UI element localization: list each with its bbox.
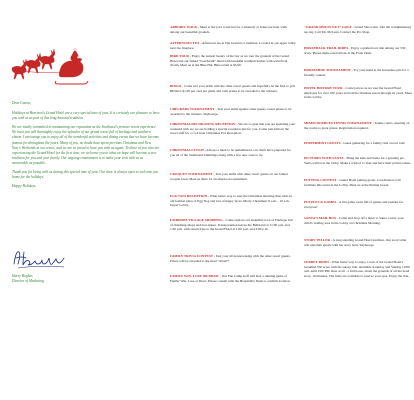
welcome-letter [12,101,160,193]
activity-title: CROQUET TOURNAMENT [170,172,213,176]
handwritten-signature [12,246,72,272]
activity-entry [170,84,296,93]
activity-title: FAIRHOPE VILLAGE SHOPPING [170,218,223,222]
activity-title: "GRAND SHOOT OUT" GOLF [304,25,352,29]
activity-description: - Bring the kids and Santa for a greeting pic. Santa will be in the lobby. Make a wish of to visit and have their picture taken. [304,156,411,165]
activity-title: MIXED DOUBLES TENNIS TOURNAMENT [304,121,372,125]
activity-description: - Always a meal to be remembered, our chefs have prepared for you all of the traditional trimmings along with a few new ones to try. [170,148,291,157]
activity-title: BINGO [170,84,182,88]
activity-entry [170,254,296,263]
activity-entry [170,218,296,232]
letter-paragraph: Thank you for being with us during this special time of year. Our door is always open to welcome you home for the holidays. [12,170,159,180]
activity-entry [304,216,412,225]
activity-description: - Meet at the pool towel hut for a leisurely or brisk one hour walk among our beautiful grounds. [170,25,287,34]
activity-description: - Tennis courts, meeting on the courts to great prizes. Registration required. [304,121,410,130]
activity-title: EGG NOG RECEPTION [170,194,208,198]
activities-column-middle [170,0,298,400]
activity-entry [304,156,412,165]
activity-description: - What better way to enjoy a tour of the Grand Hotel's beautiful 550 acres with the surrey ride. Available Saturday and Sunday 10:00 a.m. until 2:00 PM. Rest at all - a full horse, about the grounds of all the hotel story. 10 minutes. The rides are available to reserve your spot. Enjoy the ride. [304,260,410,278]
letter-closing: Happy Holidays, [12,184,37,189]
activity-description: - Grand Shoot Out. Join the complimentary tee day. Call Mr. McLean. Contact the Pro Shop. [304,25,412,34]
activity-title: PUZZLES & GAMES [304,200,337,204]
activity-description: - Try your hand at the horseshoe pits for a friendly contest. [304,68,409,77]
activity-description: - Enjoy the natural beauty of the bay as we tour the grounds of the Grand Hotel and our famed "boardwalk" lined with beautiful southern homes with waterfront charm. Meet us at the Bike Hut. Bike rental is $5.00. [170,54,289,68]
letter-paragraph: Holidays at Harrison's Grand Hotel are a very special time of year. It is certainly our pleasure to have you with us as part of this long-honored tradition. [12,111,160,121]
activity-entry [170,54,296,68]
activity-description: - Test your skills with other resort guests on our famed croquet lawn. Meet us there for an afternoon tournament. [170,172,288,181]
activity-description: - Come test your skills with the other resort guests and hopefully be the first to yell BINGO. $1.00 per card per game and cash prizes to be awarded to the winners. [170,84,295,93]
activity-description: - What better way to start the Christmas morning than with an old fashion glass of Egg Nog and lots of happy faces. Merry Christmas! 8 a.m. - 10 a.m. Upper Lobby. [170,194,292,208]
activity-title: HOTEL HISTORY TOUR [304,86,343,90]
activity-entry [170,122,296,136]
activity-title: CHRISTMAS LUNCH [170,148,204,152]
activity-entry [304,121,412,130]
activity-title: ARBORIC WALK [170,25,198,29]
activity-entry [304,46,412,55]
activity-title: HORSESHOE TOURNAMENT [304,68,351,72]
activity-entry [304,25,412,34]
activity-entry [304,200,412,209]
activity-description: - A long standing Grand Hotel tradition. Our story teller will entertain guests with her story hour. Skyhawge. [304,238,407,247]
activity-description: - A fun game room full of games and puzzles for everyone! [304,200,404,209]
signer-title: Director of Marketing [12,279,44,283]
activity-title: PUTTING CONTEST [304,178,337,182]
activity-title: CHECKERS TOURNAMENT [170,107,215,111]
activity-entry [304,68,412,77]
letter-salutation: Dear Guests, [12,101,31,105]
activity-entry [170,274,296,283]
activity-entry [170,107,296,116]
activity-title: AFTERNOON TEA [170,41,200,45]
activity-title: PEPPERMINT GUESTS [304,141,341,145]
signer-block [12,274,44,284]
activity-description: - Grand Hotel putting green. Coordinators will facilitate this event in the Lobby. Meet us at the Putting Green. [304,178,401,187]
activity-description: - Come join us as we tour the Grand Hotel employee for over 100 years and tell the fabulous resort through its years. Meet in the Lobby. [304,86,412,100]
activity-entry [304,178,412,187]
activity-description: - Afternoon tea at The Grand is a tradition. Located in our upper lobby next the fireplace. [170,41,296,50]
activity-entry [170,41,296,50]
activity-entry [304,238,412,247]
activity-description: - Test your skills against other guests. Great prizes to be awarded to the winners. Skyhawge. [170,107,292,116]
activity-title: BIRD TOUR [170,54,189,58]
activity-entry [170,25,296,34]
activity-description: - Our Fun Camp staff will host a running game of Family Win, Lose or Draw. Please consult with the Hospitality Desk to confirm location. [170,274,291,283]
activity-title: FAMILY TRIVIA CONTEST [170,254,213,258]
activity-entry [304,141,412,146]
activity-title: FAMILY WIN, LOSE OR DRAW [170,274,219,278]
activity-description: - Enjoy a guided tour ride among our 550 acres. Please make reservations at the Front Desk. [304,46,406,55]
signer-name: Harry Hughes [12,274,33,278]
activity-entry [304,86,412,100]
letter-paragraph: We are totally committed to maintaining our reputation as the Southeast's premier resort experience. We trust you will thoroughly enjoy the splendor of our grand resort full of heritage and southern charm. I encourage you to enjoy all of the wonderful activities and dining events that we have become famous for throughout the years. Many of you, no doubt have spent previous Christmas and New Year's Weekends at our resort, and we are so proud to have you with us again. To those of you who are experiencing the Grand Hotel for the first time, we welcome you to what we hope will become a new tradition for you and your family. Our ongoing commitment is to make your visit with us as memorable as possible. [12,125,160,165]
activity-entry [170,172,296,181]
activity-entry [170,148,296,157]
activities-column-right [304,0,414,400]
activity-description: - Test your trivia knowledge with the other resort guests. Prizes will be awarded to the most "trivial"! [170,254,291,263]
activity-description: - Guest gathering for a family chat on red wall. [340,141,406,145]
welcome-letter-column [0,0,168,400]
activity-title: STORY TELLER [304,238,330,242]
activity-description: - We are so glad that you are spending your weekend with us; we are holding a special reception just for you. Come join Julia in the resort staff for a cool hour Christmas Eve Reception. [170,122,296,136]
activity-title: SANTA'S MAIL BOX [304,216,337,220]
reindeer-sleigh-illustration [8,48,88,94]
activity-entry [304,260,412,278]
activity-title: SURREY RIDES [304,260,330,264]
activity-title: PICTURES WITH SANTA [304,156,344,160]
activity-entry [170,194,296,208]
activity-title: CHRISTMAS DECORATING RECEPTION [170,122,236,126]
activity-description: - Come and drop off a letter to Santa. Leave your child's visiting area in the Lobby on Christmas Morning. [304,216,404,225]
activity-title: HORSEBACK TRAIL RIDES [304,46,349,50]
activity-description: - Come explore our beautiful town of Fairhope full of charming shops and bou-tiques. Transportation leaves the Bellstand at 11:00 a.m. and 1:30 p.m. with return trips to the Grand Hotel at 1:00 p.m. and 3:00 p.m. [170,218,293,232]
